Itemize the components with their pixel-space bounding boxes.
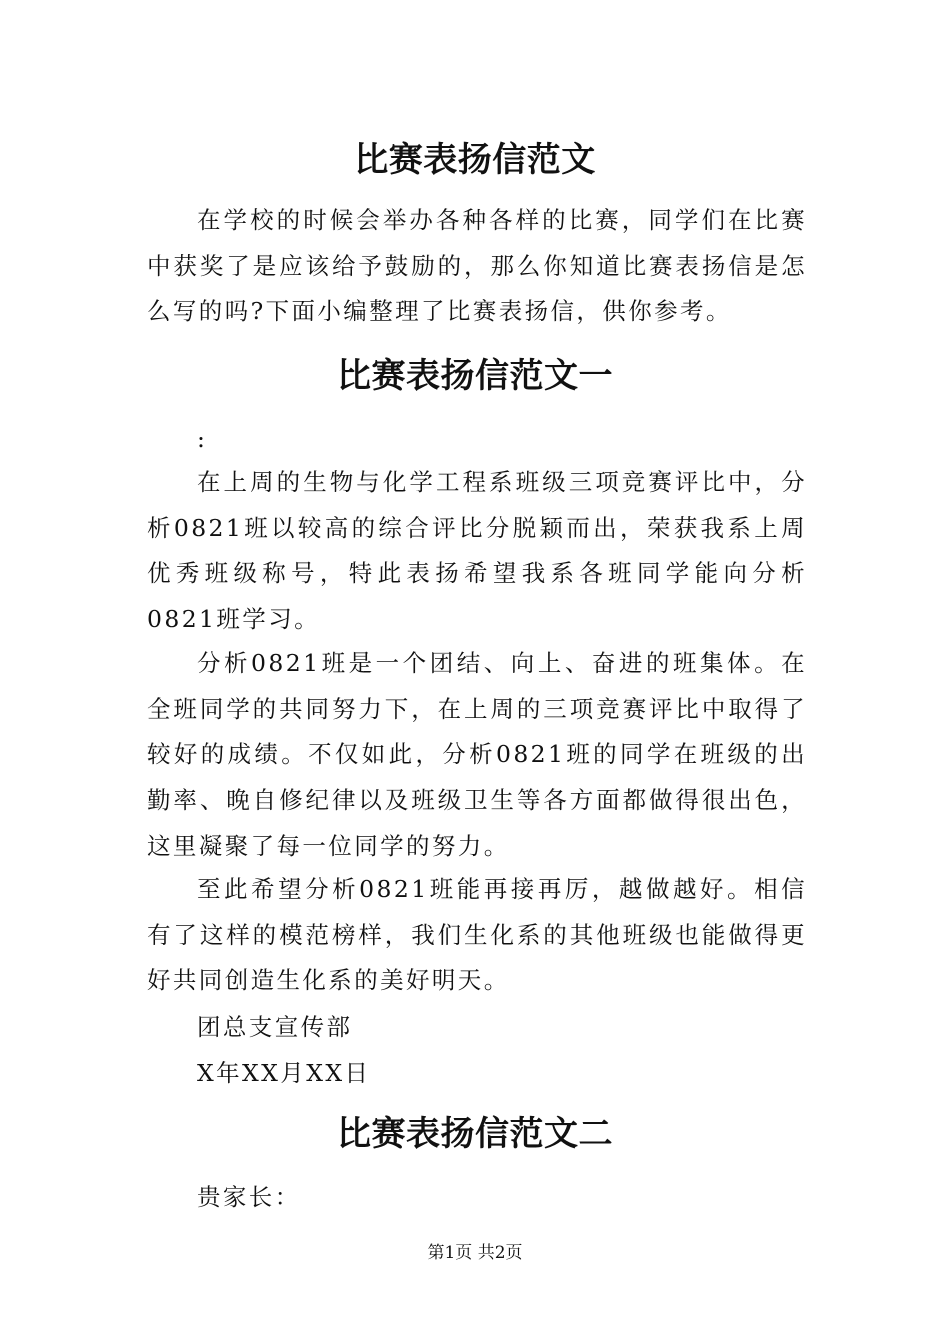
section-one-heading: 比赛表扬信范文一 <box>337 356 613 396</box>
signature-organization: 团总支宣传部 <box>197 1013 353 1041</box>
section-one-paragraph-1: 在上周的生物与化学工程系班级三项竞赛评比中，分析0821班以较高的综合评比分脱颖而出，荣获我系上周优秀班级称号，特此表扬希望我系各班同学能向分析0821班学习。 <box>147 468 807 634</box>
document-title: 比赛表扬信范文 <box>354 140 596 180</box>
section-two-heading: 比赛表扬信范文二 <box>337 1114 613 1154</box>
salutation-line: : <box>197 425 208 453</box>
page-footer: 第1页 共2页 <box>427 1243 523 1263</box>
signature-date: X年XX月XX日 <box>197 1059 371 1087</box>
section-one-paragraph-2: 分析0821班是一个团结、向上、奋进的班集体。在全班同学的共同努力下，在上周的三项竞赛评比中取得了较好的成绩。不仅如此，分析0821班的同学在班级的出勤率、晚自修纪律以及班级卫生等各方面都做得很出色，这里凝聚了每一位同学的努力。 <box>147 649 807 860</box>
section-two-greeting: 贵家长： <box>197 1183 301 1211</box>
section-one-paragraph-3: 至此希望分析0821班能再接再厉，越做越好。相信有了这样的模范榜样，我们生化系的其他班级也能做得更好共同创造生化系的美好明天。 <box>147 875 807 995</box>
intro-paragraph: 在学校的时候会举办各种各样的比赛，同学们在比赛中获奖了是应该给予鼓励的，那么你知道比赛表扬信是怎么写的吗?下面小编整理了比赛表扬信，供你参考。 <box>147 206 807 326</box>
